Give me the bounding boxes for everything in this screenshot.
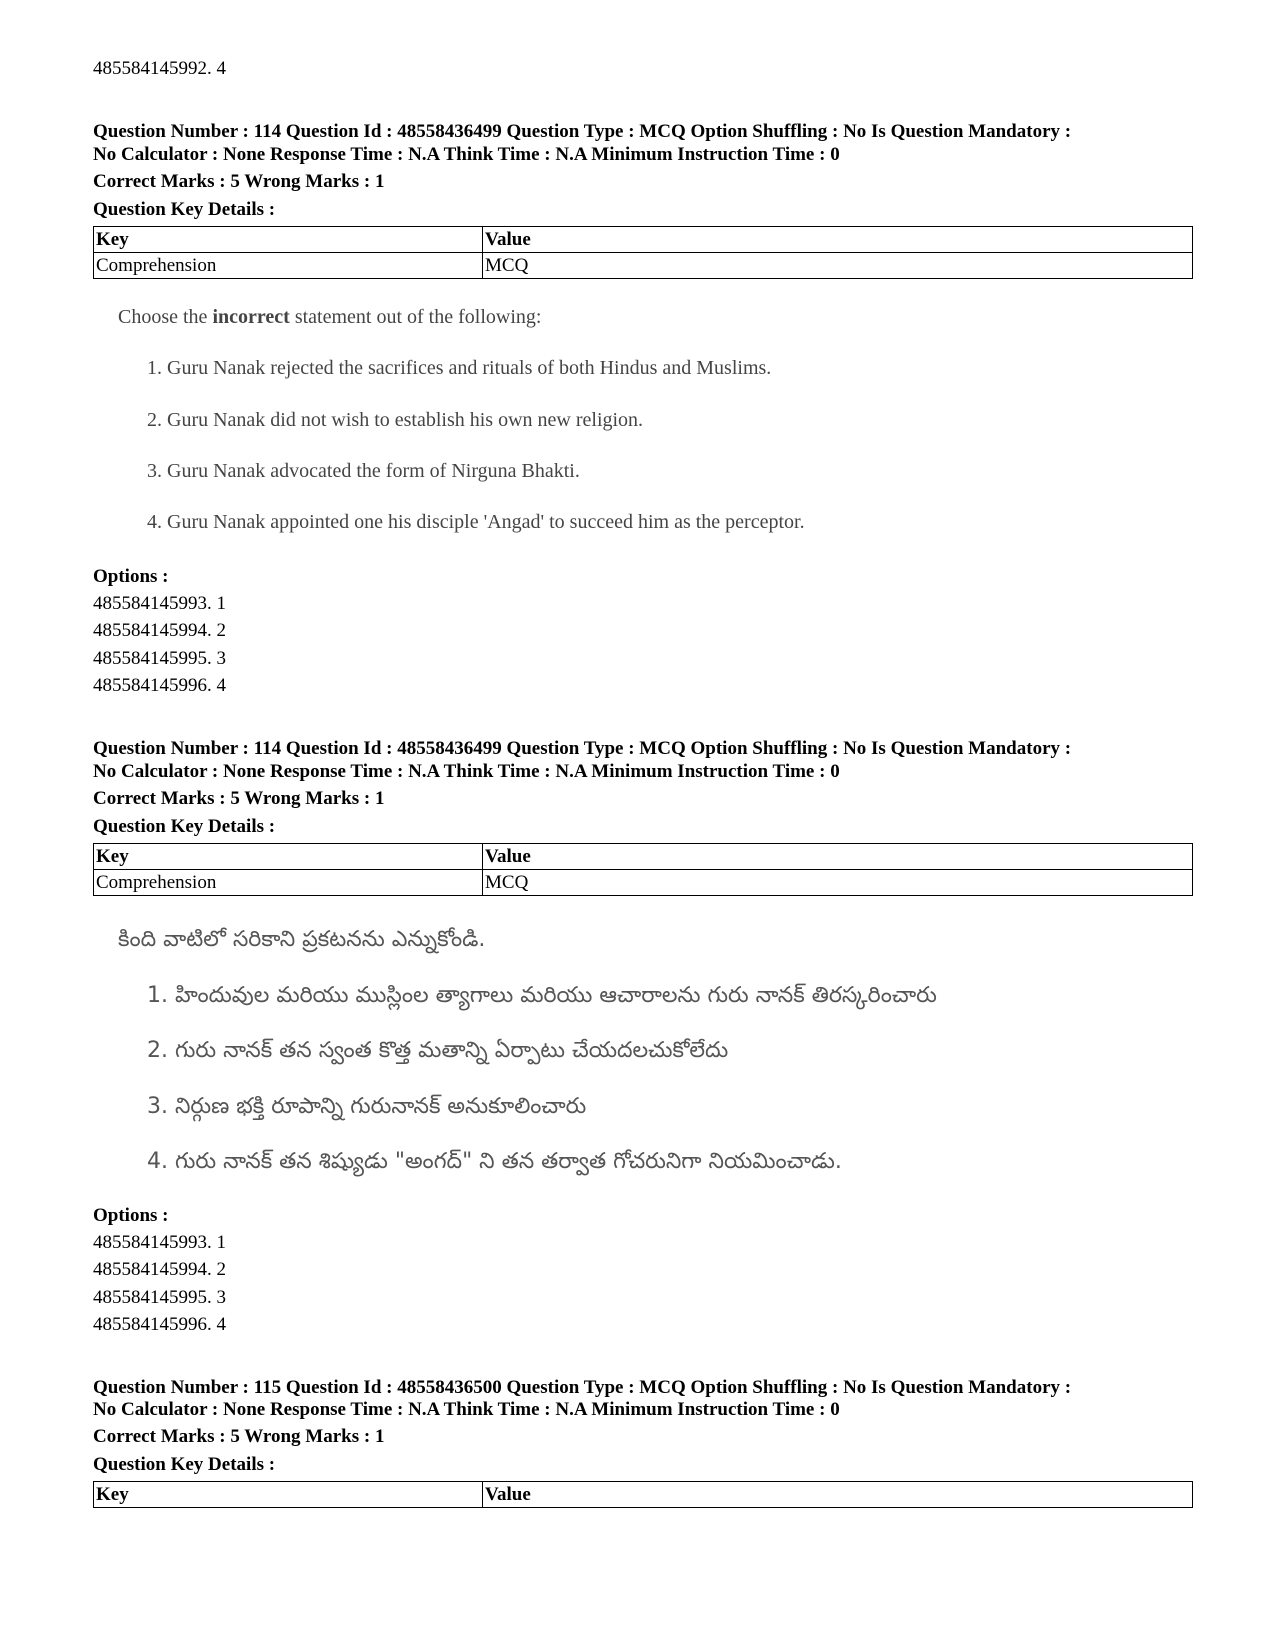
question-item: 4. గురు నానక్ తన శిష్యుడు "అంగద్" ని తన తర్వాత గోచరునిగా నియమించాడు.: [147, 1149, 842, 1174]
question-header-line-2: No Calculator : None Response Time : N.A Think Time : N.A Minimum Instruction Time : 0: [93, 1399, 840, 1420]
options-label: Options :: [93, 566, 169, 587]
question-stem: కింది వాటిలో సరికాని ప్రకటనను ఎన్నుకోండి.: [118, 927, 486, 952]
table-cell-key: Comprehension: [94, 253, 483, 279]
question-header-line-1: Question Number : 115 Question Id : 48558436500 Question Type : MCQ Option Shuffling : No Is Question Mandatory :: [93, 1377, 1072, 1398]
table-head-value: Value: [483, 227, 1193, 253]
question-header-line-2: No Calculator : None Response Time : N.A Think Time : N.A Minimum Instruction Time : 0: [93, 144, 840, 165]
question-item: 3. నిర్గుణ భక్తి రూపాన్ని గురునానక్ అనుకూలించారు: [147, 1094, 587, 1119]
table-head-key: Key: [94, 227, 483, 253]
table-head-value: Value: [483, 844, 1193, 870]
question-item: 3. Guru Nanak advocated the form of Nirguna Bhakti.: [147, 460, 580, 482]
question-item: 1. హిందువుల మరియు ముస్లింల త్యాగాలు మరియు ఆచారాలను గురు నానక్ తిరస్కరించారు: [147, 983, 937, 1008]
question-item: 2. గురు నానక్ తన స్వంత కొత్త మతాన్ని ఏర్పాటు చేయదలచుకోలేదు: [147, 1038, 729, 1063]
option-line: 485584145994. 2: [93, 1259, 226, 1280]
key-details-label: Question Key Details :: [93, 1454, 276, 1475]
marks-line: Correct Marks : 5 Wrong Marks : 1: [93, 788, 385, 809]
option-line: 485584145994. 2: [93, 620, 226, 641]
table-cell-key: Comprehension: [94, 870, 483, 896]
option-line: 485584145995. 3: [93, 648, 226, 669]
table-head-key: Key: [94, 1482, 483, 1508]
key-details-label: Question Key Details :: [93, 816, 276, 837]
question-item: 4. Guru Nanak appointed one his disciple 'Angad' to succeed him as the perceptor.: [147, 511, 805, 533]
question-header-line-1: Question Number : 114 Question Id : 48558436499 Question Type : MCQ Option Shuffling : No Is Question Mandatory :: [93, 738, 1072, 759]
option-line: 485584145995. 3: [93, 1287, 226, 1308]
table-head-value: Value: [483, 1482, 1193, 1508]
key-details-label: Question Key Details :: [93, 199, 276, 220]
question-header-line-1: Question Number : 114 Question Id : 48558436499 Question Type : MCQ Option Shuffling : No Is Question Mandatory :: [93, 121, 1072, 142]
table-cell-value: MCQ: [483, 253, 1193, 279]
option-line: 485584145993. 1: [93, 593, 226, 614]
question-header-line-2: No Calculator : None Response Time : N.A Think Time : N.A Minimum Instruction Time : 0: [93, 761, 840, 782]
option-line: 485584145996. 4: [93, 675, 226, 696]
marks-line: Correct Marks : 5 Wrong Marks : 1: [93, 1426, 385, 1447]
table-header-row: [94, 1482, 1193, 1508]
question-stem: Choose the incorrect statement out of the following:: [118, 306, 542, 328]
option-line: 485584145993. 1: [93, 1232, 226, 1253]
key-details-table: [93, 1481, 1193, 1508]
previous-option-line: 485584145992. 4: [93, 58, 226, 79]
question-item: 1. Guru Nanak rejected the sacrifices and rituals of both Hindus and Muslims.: [147, 357, 772, 379]
table-row: [94, 253, 1193, 279]
options-label: Options :: [93, 1205, 169, 1226]
table-header-row: [94, 844, 1193, 870]
key-details-table: [93, 843, 1193, 896]
table-row: [94, 870, 1193, 896]
table-head-key: Key: [94, 844, 483, 870]
table-cell-value: MCQ: [483, 870, 1193, 896]
key-details-table: [93, 226, 1193, 279]
table-header-row: [94, 227, 1193, 253]
marks-line: Correct Marks : 5 Wrong Marks : 1: [93, 171, 385, 192]
question-item: 2. Guru Nanak did not wish to establish his own new religion.: [147, 409, 644, 431]
option-line: 485584145996. 4: [93, 1314, 226, 1335]
